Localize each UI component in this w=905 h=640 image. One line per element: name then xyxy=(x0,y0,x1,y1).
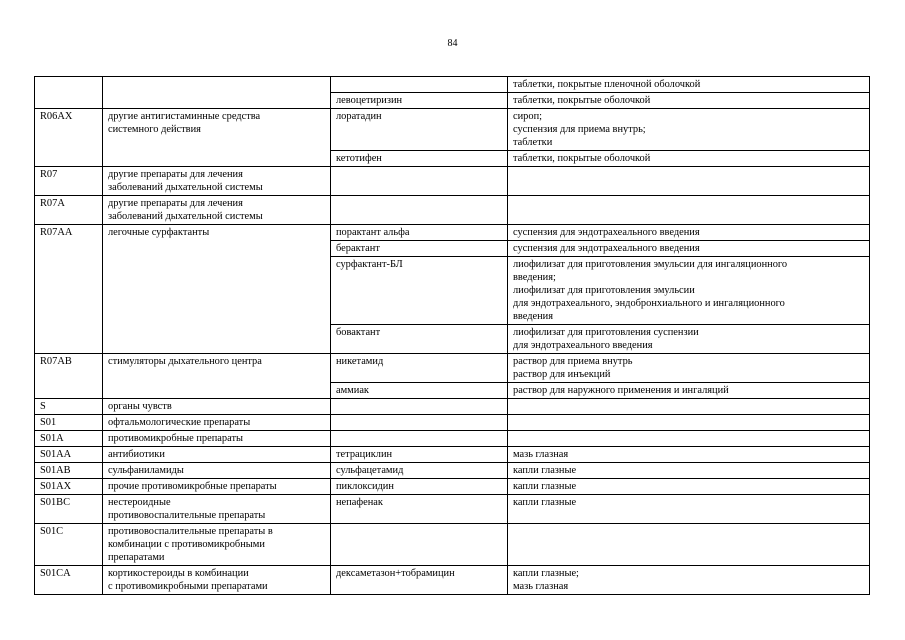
medication-table xyxy=(34,76,870,595)
dosage-form-cell xyxy=(508,93,870,109)
dosage-form-line: мазь глазная xyxy=(513,449,569,460)
group-name-line: сульфаниламиды xyxy=(108,465,184,476)
dosage-form-line: для эндотрахеального введения xyxy=(513,340,653,351)
atc-code-cell: S xyxy=(35,399,103,415)
dosage-form-cell xyxy=(508,109,870,151)
atc-code-cell xyxy=(35,77,103,109)
inn-cell: никетамид xyxy=(331,354,508,383)
inn-cell xyxy=(331,167,508,196)
dosage-form-cell xyxy=(508,196,870,225)
group-name-cell xyxy=(103,109,331,167)
table-row xyxy=(35,354,870,383)
dosage-form-line: таблетки, покрытые пленочной оболочкой xyxy=(513,79,701,90)
group-name-line: с противомикробными препаратами xyxy=(108,581,268,592)
dosage-form-line: капли глазные xyxy=(513,497,577,508)
inn-cell: порактант альфа xyxy=(331,225,508,241)
inn-cell: бовактант xyxy=(331,325,508,354)
atc-code-cell: S01AA xyxy=(35,447,103,463)
inn-cell: тетрациклин xyxy=(331,447,508,463)
atc-code-cell: S01C xyxy=(35,524,103,566)
group-name-cell xyxy=(103,399,331,415)
table-row xyxy=(35,463,870,479)
group-name-line: стимуляторы дыхательного центра xyxy=(108,356,262,367)
inn-cell: кетотифен xyxy=(331,151,508,167)
dosage-form-cell xyxy=(508,447,870,463)
dosage-form-line: таблетки, покрытые оболочкой xyxy=(513,153,651,164)
group-name-line: противовоспалительные препараты xyxy=(108,510,266,521)
group-name-line: другие антигистаминные средства xyxy=(108,111,261,122)
dosage-form-cell xyxy=(508,257,870,325)
inn-cell xyxy=(331,77,508,93)
dosage-form-cell xyxy=(508,151,870,167)
table-row xyxy=(35,524,870,566)
dosage-form-cell xyxy=(508,354,870,383)
group-name-cell xyxy=(103,167,331,196)
group-name-cell xyxy=(103,566,331,595)
atc-code-cell: R07AB xyxy=(35,354,103,399)
dosage-form-line: мазь глазная xyxy=(513,581,569,592)
group-name-cell xyxy=(103,495,331,524)
table-row xyxy=(35,495,870,524)
group-name-cell xyxy=(103,447,331,463)
dosage-form-cell xyxy=(508,383,870,399)
dosage-form-cell xyxy=(508,495,870,524)
atc-code-cell: R07 xyxy=(35,167,103,196)
dosage-form-line: лиофилизат для приготовления суспензии xyxy=(513,327,699,338)
group-name-cell xyxy=(103,463,331,479)
dosage-form-cell xyxy=(508,479,870,495)
inn-cell xyxy=(331,431,508,447)
dosage-form-cell xyxy=(508,566,870,595)
group-name-cell xyxy=(103,354,331,399)
dosage-form-cell xyxy=(508,77,870,93)
table-row xyxy=(35,399,870,415)
table-row xyxy=(35,225,870,241)
inn-cell xyxy=(331,196,508,225)
inn-cell: аммиак xyxy=(331,383,508,399)
inn-cell: берактант xyxy=(331,241,508,257)
group-name-line: заболеваний дыхательной системы xyxy=(108,182,263,193)
dosage-form-line: суспензия для эндотрахеального введения xyxy=(513,227,700,238)
dosage-form-cell xyxy=(508,225,870,241)
dosage-form-line: сироп; xyxy=(513,111,543,122)
dosage-form-line: введения; xyxy=(513,272,556,283)
dosage-form-line: капли глазные xyxy=(513,481,577,492)
atc-code-cell: S01CA xyxy=(35,566,103,595)
table-row xyxy=(35,566,870,595)
group-name-cell xyxy=(103,225,331,354)
dosage-form-cell xyxy=(508,399,870,415)
group-name-line: антибиотики xyxy=(108,449,165,460)
atc-code-cell: S01AX xyxy=(35,479,103,495)
dosage-form-line: лиофилизат для приготовления эмульсии xyxy=(513,285,695,296)
group-name-line: системного действия xyxy=(108,124,201,135)
dosage-form-line: суспензия для эндотрахеального введения xyxy=(513,243,700,254)
dosage-form-line: капли глазные; xyxy=(513,568,579,579)
dosage-form-cell xyxy=(508,325,870,354)
dosage-form-line: таблетки, покрытые оболочкой xyxy=(513,95,651,106)
group-name-line: препаратами xyxy=(108,552,165,563)
group-name-line: другие препараты для лечения xyxy=(108,198,243,209)
table-row xyxy=(35,77,870,93)
dosage-form-cell xyxy=(508,167,870,196)
atc-code-cell: S01AB xyxy=(35,463,103,479)
group-name-line: заболеваний дыхательной системы xyxy=(108,211,263,222)
table-row xyxy=(35,167,870,196)
inn-cell: сульфацетамид xyxy=(331,463,508,479)
group-name-line: легочные сурфактанты xyxy=(108,227,210,238)
atc-code-cell: S01A xyxy=(35,431,103,447)
dosage-form-cell xyxy=(508,241,870,257)
group-name-line: кортикостероиды в комбинации xyxy=(108,568,249,579)
dosage-form-line: суспензия для приема внутрь; xyxy=(513,124,646,135)
dosage-form-line: для эндотрахеального, эндобронхиального и ингаляционного xyxy=(513,298,785,309)
atc-code-cell: R06AX xyxy=(35,109,103,167)
dosage-form-cell xyxy=(508,524,870,566)
inn-cell: сурфактант-БЛ xyxy=(331,257,508,325)
dosage-form-line: раствор для приема внутрь xyxy=(513,356,633,367)
group-name-line: нестероидные xyxy=(108,497,171,508)
group-name-line: органы чувств xyxy=(108,401,172,412)
dosage-form-cell xyxy=(508,431,870,447)
dosage-form-line: таблетки xyxy=(513,137,553,148)
table-row xyxy=(35,415,870,431)
table-row xyxy=(35,109,870,151)
inn-cell xyxy=(331,524,508,566)
group-name-cell xyxy=(103,524,331,566)
atc-code-cell: R07AA xyxy=(35,225,103,354)
table-row xyxy=(35,447,870,463)
group-name-cell xyxy=(103,196,331,225)
dosage-form-line: введения xyxy=(513,311,554,322)
page-number: 84 xyxy=(447,38,458,49)
group-name-line: комбинации с противомикробными xyxy=(108,539,265,550)
group-name-cell xyxy=(103,415,331,431)
table-row xyxy=(35,431,870,447)
group-name-line: противомикробные препараты xyxy=(108,433,243,444)
atc-code-cell: S01BC xyxy=(35,495,103,524)
dosage-form-line: раствор для наружного применения и ингаляций xyxy=(513,385,729,396)
group-name-line: другие препараты для лечения xyxy=(108,169,243,180)
inn-cell xyxy=(331,415,508,431)
dosage-form-line: лиофилизат для приготовления эмульсии для ингаляционного xyxy=(513,259,788,270)
dosage-form-line: капли глазные xyxy=(513,465,577,476)
table-row xyxy=(35,479,870,495)
group-name-cell xyxy=(103,77,331,109)
atc-code-cell: R07A xyxy=(35,196,103,225)
inn-cell: дексаметазон+тобрамицин xyxy=(331,566,508,595)
inn-cell: пиклоксидин xyxy=(331,479,508,495)
inn-cell: левоцетиризин xyxy=(331,93,508,109)
table-row xyxy=(35,196,870,225)
inn-cell: непафенак xyxy=(331,495,508,524)
inn-cell: лоратадин xyxy=(331,109,508,151)
dosage-form-cell xyxy=(508,415,870,431)
dosage-form-line: раствор для инъекций xyxy=(513,369,611,380)
group-name-line: офтальмологические препараты xyxy=(108,417,251,428)
group-name-line: противовоспалительные препараты в xyxy=(108,526,273,537)
group-name-line: прочие противомикробные препараты xyxy=(108,481,277,492)
dosage-form-cell xyxy=(508,463,870,479)
atc-code-cell: S01 xyxy=(35,415,103,431)
inn-cell xyxy=(331,399,508,415)
group-name-cell xyxy=(103,431,331,447)
group-name-cell xyxy=(103,479,331,495)
